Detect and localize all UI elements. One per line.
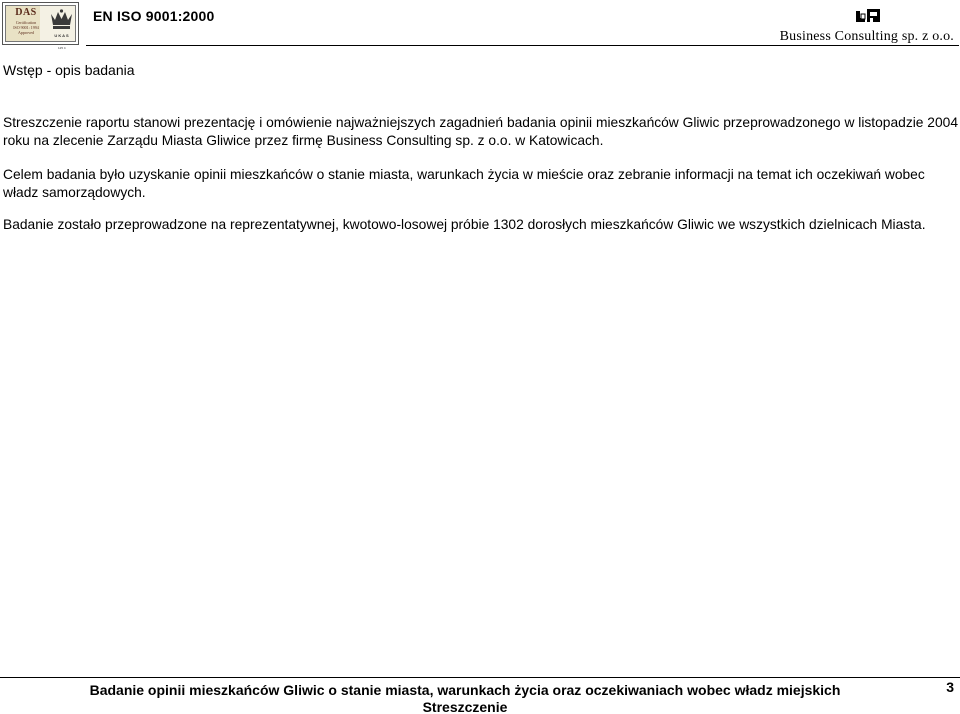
page-number: 3 — [946, 679, 954, 695]
section-title: Wstęp - opis badania — [3, 62, 135, 78]
footer-title: Badanie opinii mieszkańców Gliwic o stanie miasta, warunkach życia oraz oczekiwaniach wobec władz miejskich — [89, 682, 841, 698]
certification-badge — [5, 5, 76, 50]
das-label: DAS — [15, 7, 37, 18]
footer-subtitle: Streszczenie — [422, 699, 508, 714]
certification-logo — [2, 2, 79, 50]
footer-divider — [0, 677, 960, 678]
paragraph-summary: Streszczenie raportu stanowi prezentację i omówienie najważniejszych zagadnień badania opinii mieszkańców Gliwic przeprowadzonego w listopadzie 2004 roku na zlecenie Zarządu Miasta Gliwice przez firmę Business Consulting sp. z o.o. w Katowicach. — [3, 115, 958, 148]
ukas-crown-icon — [48, 8, 75, 33]
paragraph-goal: Celem badania było uzyskanie opinii mieszkańców o stanie miasta, warunkach życia w mieście oraz zebranie informacji na temat ich oczekiwań wobec władz samorządowych. — [3, 167, 925, 200]
cert-line-1: Certification — [15, 20, 37, 25]
page-header — [0, 0, 960, 50]
cert-line-3: Approved — [18, 30, 34, 35]
business-consulting-logo-icon — [855, 8, 882, 23]
cert-line-2: ISO 9001: 1994 — [13, 25, 39, 30]
paragraph-sample: Badanie zostało przeprowadzone na reprezentatywnej, kwotowo-losowej próbie 1302 dorosłych mieszkańców Gliwic we wszystkich dzielnicach Miasta. — [3, 217, 926, 232]
ukas-label: U K A S — [54, 33, 69, 38]
header-divider — [86, 45, 959, 46]
cert-number: 125 4 — [58, 46, 66, 50]
iso-standard: EN ISO 9001:2000 — [93, 8, 215, 24]
company-name: Business Consulting sp. z o.o. — [779, 29, 954, 44]
